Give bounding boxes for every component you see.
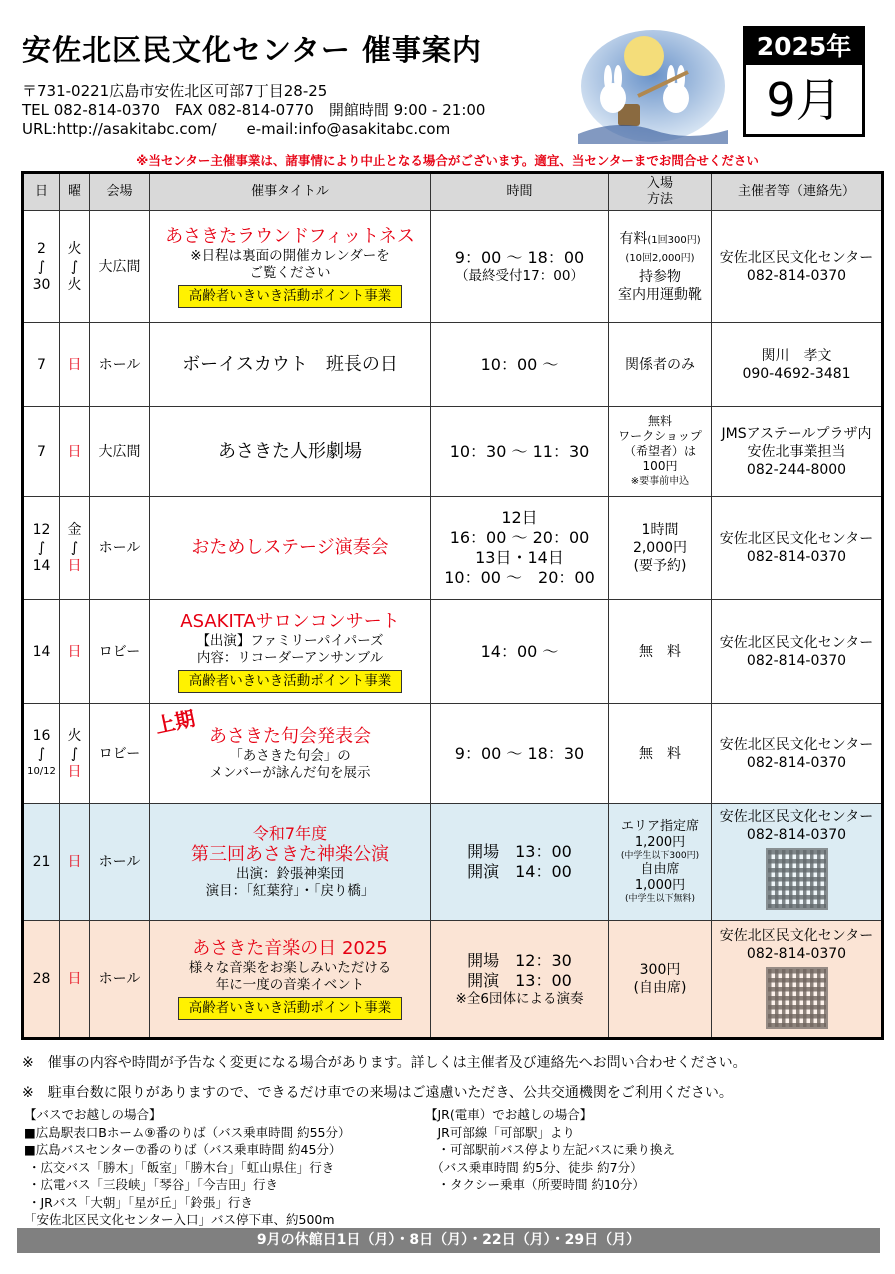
table-row xyxy=(23,804,883,921)
organizer-cell: 安佐北区民文化センター 082-814-0370 xyxy=(712,497,883,600)
event-title: あさきたラウンドフィットネス xyxy=(165,225,415,247)
title-cell xyxy=(150,497,431,600)
title-cell: あさきた音楽の日 2025 様々な音楽をお楽しみいただける 年に一度の音楽イベント 高齢者いきいき活動ポイント事業 xyxy=(150,921,431,1039)
closed-days-banner: 9月の休館日1日（月）・8日（月）・22日（月）・29日（月） xyxy=(17,1228,880,1253)
venue-cell: 大広間 xyxy=(90,407,150,497)
venue-cell: ホール xyxy=(90,323,150,407)
address: 〒731-0221広島市安佐北区可部7丁目28-25 xyxy=(22,82,328,100)
table-row xyxy=(23,497,883,600)
qr-code[interactable] xyxy=(766,967,828,1029)
time-cell: 14：00 ～ xyxy=(431,600,609,704)
entry-cell: 有料(1回300円) (10回2,000円) 持参物 室内用運動靴 xyxy=(609,211,712,323)
page-title: 安佐北区民文化センター 催事案内 xyxy=(22,33,482,67)
weekday-cell: 火 ∫ 日 xyxy=(60,704,90,804)
table-row xyxy=(23,211,883,323)
table-header xyxy=(23,173,883,211)
day-cell: 14 xyxy=(23,600,60,704)
organizer-cell: 安佐北区民文化センター 082-814-0370 xyxy=(712,704,883,804)
qr-code[interactable] xyxy=(766,848,828,910)
venue-cell: ロビー xyxy=(90,600,150,704)
title-cell: 上期 あさきた句会発表会 「あさきた句会」の メンバーが詠んだ句を展示 xyxy=(150,704,431,804)
contact-info xyxy=(22,82,485,139)
venue-cell: ロビー xyxy=(90,704,150,804)
day-cell: 2 ∫ 30 xyxy=(23,211,60,323)
tel-fax-hours: TEL 082-814-0370 FAX 082-814-0770 開館時間 9:00 - 21:00 xyxy=(22,101,486,119)
time-cell: 開場 13：00 開演 14：00 xyxy=(431,804,609,921)
table-row xyxy=(23,704,883,804)
activity-point-badge: 高齢者いきいき活動ポイント事業 xyxy=(178,670,403,693)
year-month-box xyxy=(743,26,865,137)
jr-access: 【JR(電車）でお越しの場合】 JR可部線「可部駅」より ・可部駅前バス停より左記バスに乗り換え （バス乗車時間 約5分、徒歩 約7分） ・タクシー乗車（所要時間 約10分） xyxy=(425,1107,676,1192)
day-cell: 21 xyxy=(23,804,60,921)
weekday-cell: 日 xyxy=(60,804,90,921)
first-half-mark: 上期 xyxy=(152,706,198,738)
day-cell: 7 xyxy=(23,323,60,407)
title-cell: あさきたラウンドフィットネス ※日程は裏面の開催カレンダーを ご覧ください 高齢者いきいき活動ポイント事業 xyxy=(150,211,431,323)
day-cell: 16 ∫ 10/12 xyxy=(23,704,60,804)
header-time: 時間 xyxy=(431,173,609,211)
day-cell: 7 xyxy=(23,407,60,497)
header-weekday: 曜 xyxy=(60,173,90,211)
time-cell: 10：00 ～ xyxy=(431,323,609,407)
activity-point-badge: 高齢者いきいき活動ポイント事業 xyxy=(178,997,403,1020)
venue-cell: ホール xyxy=(90,921,150,1039)
event-title: おためしステージ演奏会 xyxy=(191,537,389,558)
weekday-cell: 日 xyxy=(60,921,90,1039)
entry-cell: 無料 ワークショップ （希望者）は 100円 ※要事前申込 xyxy=(609,407,712,497)
activity-point-badge: 高齢者いきいき活動ポイント事業 xyxy=(178,285,403,308)
weekday-cell: 火 ∫ 火 xyxy=(60,211,90,323)
venue-cell: 大広間 xyxy=(90,211,150,323)
weekday-cell: 日 xyxy=(60,407,90,497)
title-cell xyxy=(150,407,431,497)
table-row xyxy=(23,407,883,497)
entry-cell: 無 料 xyxy=(609,600,712,704)
url-email: URL:http://asakitabc.com/ e-mail:info@asakitabc.com xyxy=(22,120,451,138)
weekday-cell: 日 xyxy=(60,600,90,704)
header-venue: 会場 xyxy=(90,173,150,211)
events-table xyxy=(21,171,884,1040)
organizer-cell: 安佐北区民文化センター 082-814-0370 xyxy=(712,600,883,704)
event-title: ボーイスカウト 班長の日 xyxy=(182,353,398,375)
bus-access: 【バスでお越しの場合】 ■広島駅表口Bホーム⑨番のりば（バス乗車時間 約55分） ■広島バスセンター⑦番のりば（バス乗車時間 約45分） ・広交バス「勝木」「飯室」「勝木台」「虹山県住」行き ・広電バス「三段峡」「琴谷」「今吉田」行き ・JRバス「大朝」「星が丘」「鈴張」行き 「安佐北区民文化センター入口」バス停下車、約500m xyxy=(24,1107,351,1227)
month-label: 9月 xyxy=(766,73,842,127)
time-cell: 9：00 ～ 18：30 xyxy=(431,704,609,804)
header-organizer: 主催者等（連絡先） xyxy=(712,173,883,211)
entry-cell: 300円 (自由席) xyxy=(609,921,712,1039)
title-cell: ASAKITAサロンコンサート 【出演】ファミリーパイパーズ 内容：リコーダーアンサンブル 高齢者いきいき活動ポイント事業 xyxy=(150,600,431,704)
entry-cell: 無 料 xyxy=(609,704,712,804)
header-day: 日 xyxy=(23,173,60,211)
entry-cell: 1時間 2,000円 (要予約) xyxy=(609,497,712,600)
event-title: ASAKITAサロンコンサート xyxy=(180,610,400,632)
year-label: 2025年 xyxy=(746,29,862,65)
header-entry: 入場 方法 xyxy=(609,173,712,211)
organizer-cell: JMSアステールプラザ内 安佐北事業担当 082-244-8000 xyxy=(712,407,883,497)
organizer-cell: 安佐北区民文化センター 082-814-0370 xyxy=(712,921,883,1039)
organizer-cell: 安佐北区民文化センター 082-814-0370 xyxy=(712,211,883,323)
time-cell: 10：30 ～ 11：30 xyxy=(431,407,609,497)
parking-note: ※ 駐車台数に限りがありますので、できるだけ車での来場はご遠慮いただき、公共交通機関をご利用ください。 xyxy=(22,1085,733,1101)
organizer-cell: 安佐北区民文化センター 082-814-0370 xyxy=(712,804,883,921)
day-cell: 12 ∫ 14 xyxy=(23,497,60,600)
cancellation-warning: ※当センター主催事業は、諸事情により中止となる場合がございます。適宜、当センターまでお問合せください xyxy=(136,153,759,168)
title-cell xyxy=(150,323,431,407)
entry-cell: エリア指定席 1,200円 (中学生以下300円) 自由席 1,000円 (中学生以下無料) xyxy=(609,804,712,921)
event-title: あさきた音楽の日 2025 xyxy=(192,938,388,959)
organizer-cell: 関川 孝文 090-4692-3481 xyxy=(712,323,883,407)
title-cell: 令和7年度 第三回あさきた神楽公演 出演：鈴張神楽団 演目：「紅葉狩」・「戻り橋」 xyxy=(150,804,431,921)
weekday-cell: 金 ∫ 日 xyxy=(60,497,90,600)
entry-cell: 関係者のみ xyxy=(609,323,712,407)
event-title: あさきた句会発表会 xyxy=(209,725,371,747)
venue-cell: ホール xyxy=(90,497,150,600)
header-title: 催事タイトル xyxy=(150,173,431,211)
time-cell: 9：00 ～ 18：00 （最終受付17：00） xyxy=(431,211,609,323)
venue-cell: ホール xyxy=(90,804,150,921)
table-row xyxy=(23,600,883,704)
day-cell: 28 xyxy=(23,921,60,1039)
event-title: あさきた人形劇場 xyxy=(218,440,362,462)
weekday-cell: 日 xyxy=(60,323,90,407)
schedule-change-note: ※ 催事の内容や時間が予告なく変更になる場合があります。詳しくは主催者及び連絡先へお問い合わせください。 xyxy=(22,1055,747,1071)
time-cell: 開場 12：30 開演 13：00 ※全6団体による演奏 xyxy=(431,921,609,1039)
event-title: 第三回あさきた神楽公演 xyxy=(191,844,389,865)
moon-rabbit-illustration xyxy=(578,26,728,144)
table-row xyxy=(23,921,883,1039)
time-cell: 12日 16：00 ～ 20：00 13日・14日 10：00 ～ 20：00 xyxy=(431,497,609,600)
table-row xyxy=(23,323,883,407)
